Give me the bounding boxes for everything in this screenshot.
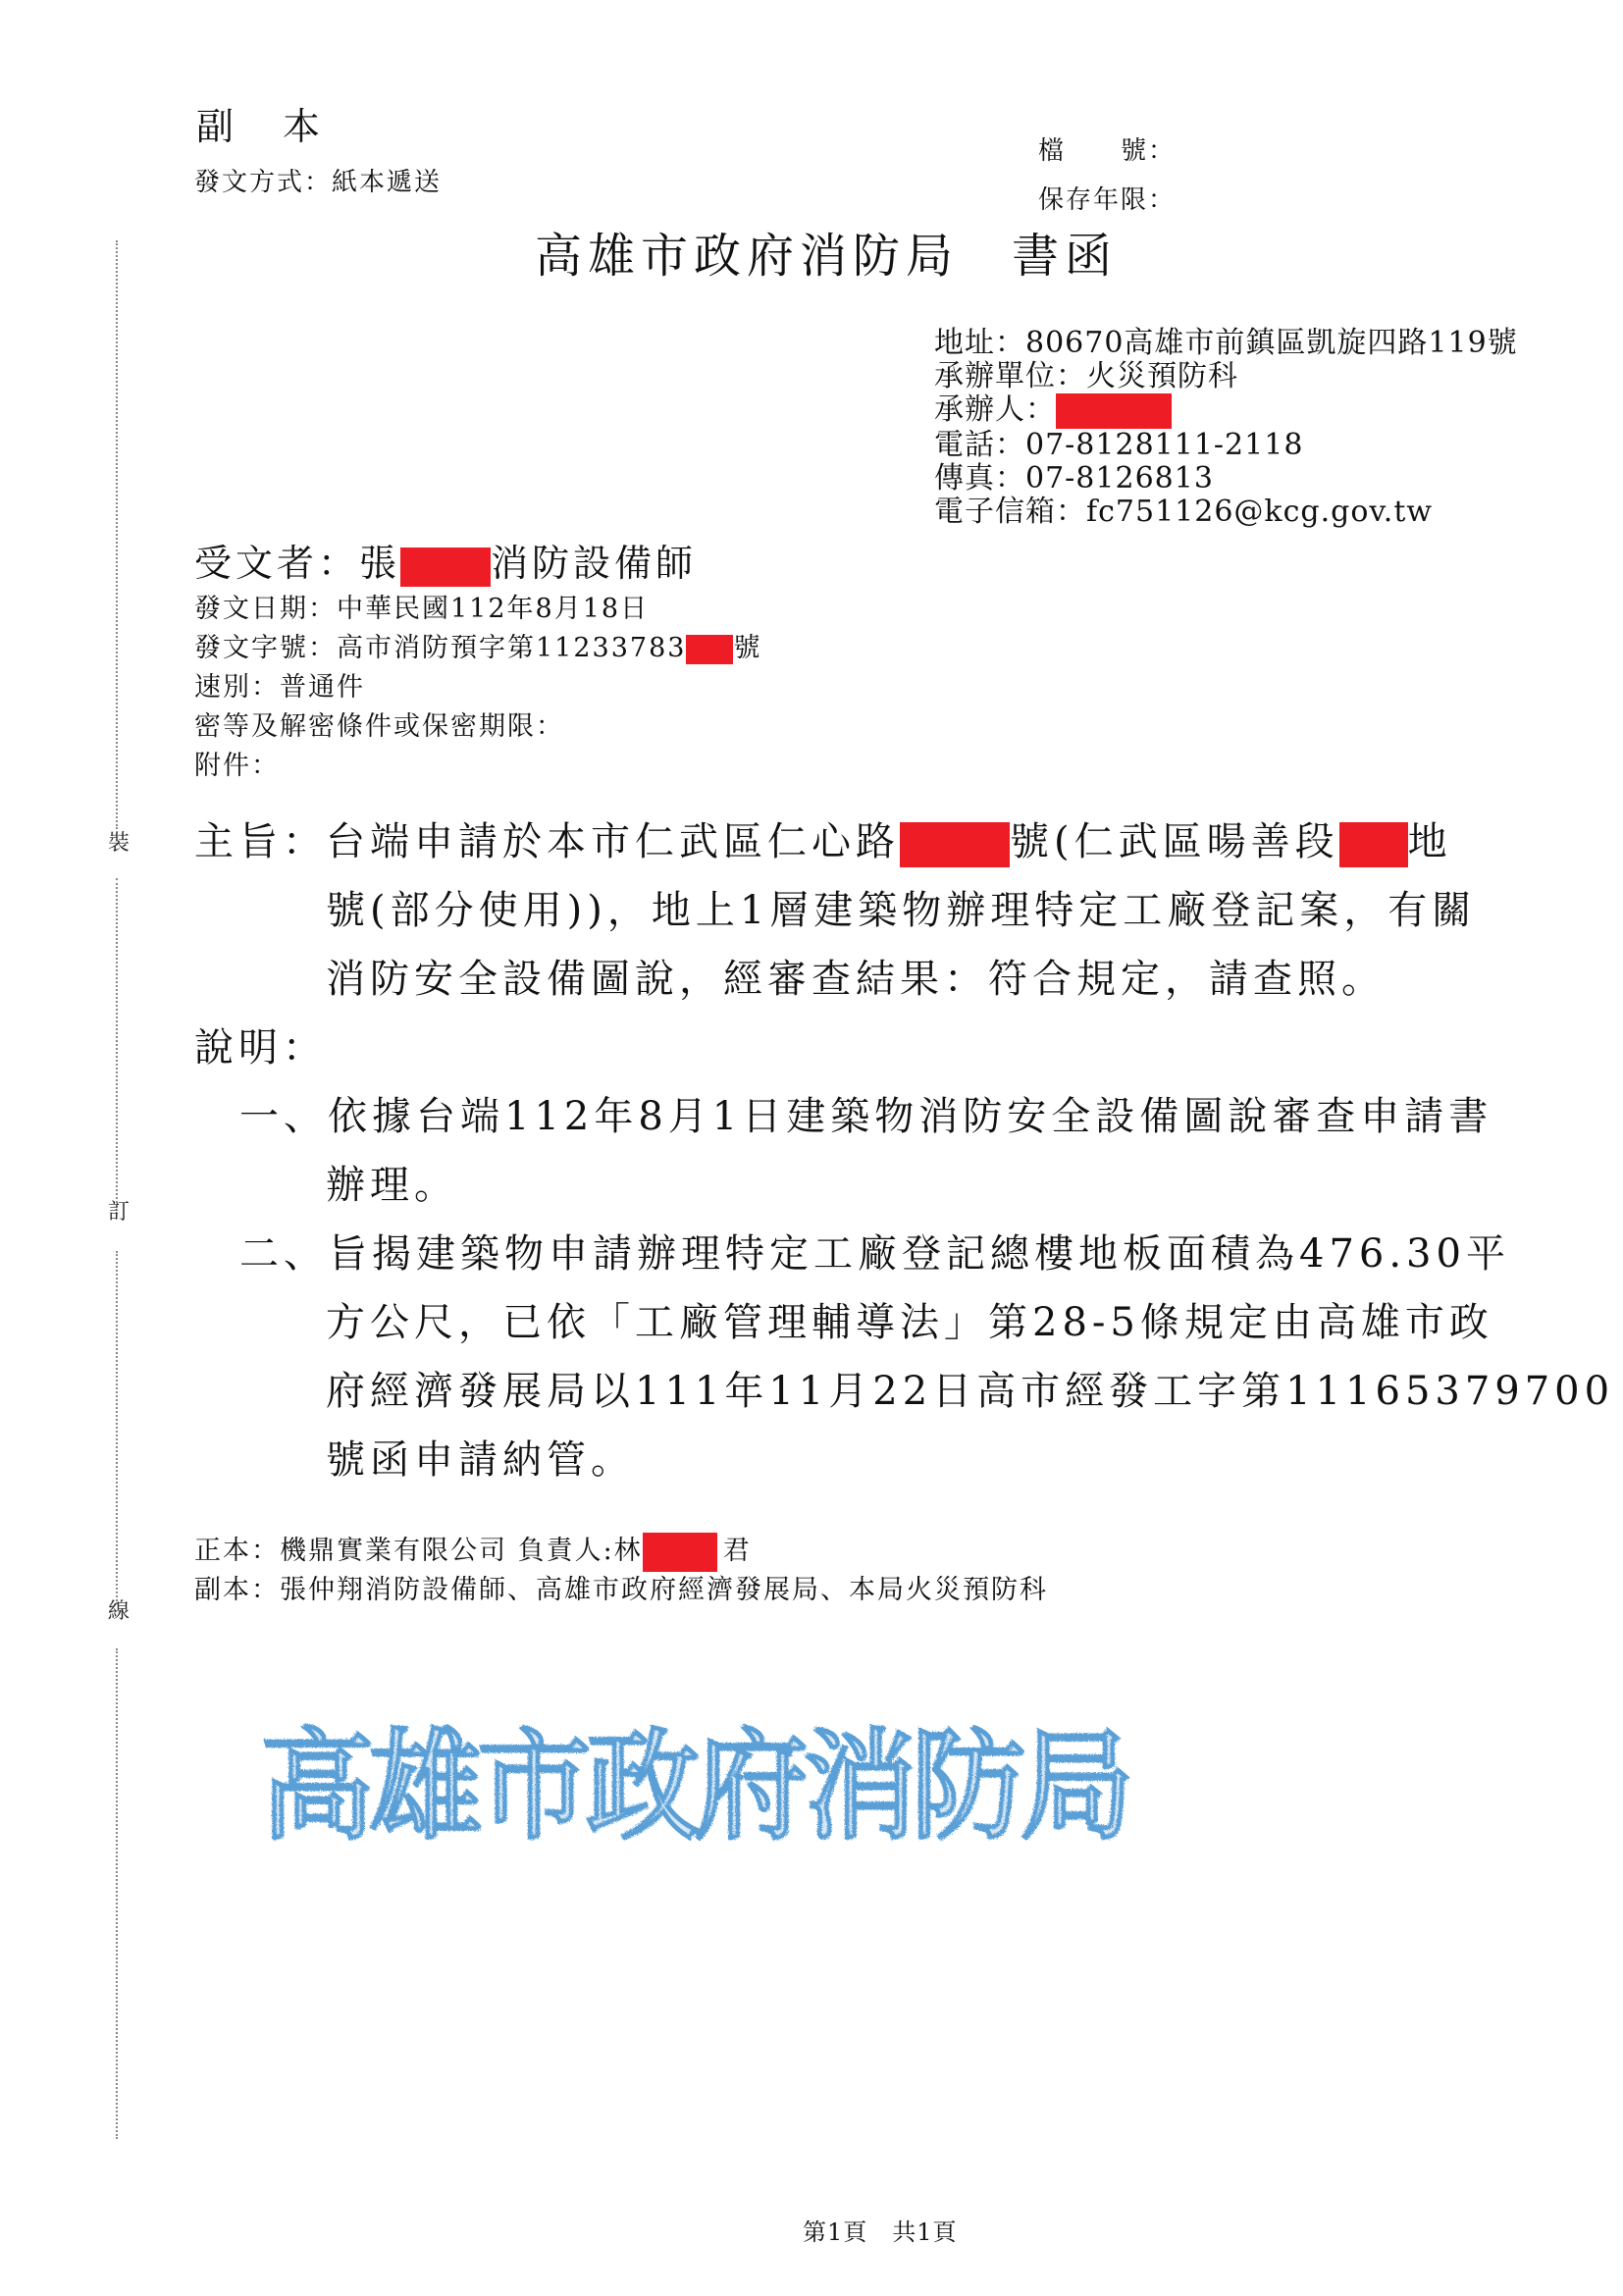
- document-title: 高雄市政府消防局 書函: [535, 229, 1119, 284]
- explanation-item-2-line-3: 府經濟發展局以111年11月22日高市經發工字第11165379700: [326, 1369, 1615, 1414]
- contact-email: 電子信箱：fc751126@kcg.gov.tw: [934, 495, 1434, 529]
- redaction-box: [900, 822, 1010, 867]
- delivery-method: 發文方式：紙本遞送: [194, 168, 443, 197]
- explanation-label: 說明：: [194, 1025, 327, 1070]
- subject-line-1-b: 號(仁武區暘善段: [1010, 819, 1339, 864]
- explanation-item-2-line-4: 號函申請納管。: [326, 1437, 635, 1483]
- explanation-item-1-line-2: 辦理。: [326, 1163, 458, 1208]
- recipient-suffix: 消防設備師: [491, 542, 698, 585]
- file-number-label: 檔 號：: [1038, 136, 1177, 166]
- explanation-item-2-line-1: 二、旨揭建築物申請辦理特定工廠登記總樓地板面積為476.30平: [239, 1231, 1510, 1277]
- contact-address: 地址：80670高雄市前鎮區凱旋四路119號: [934, 326, 1518, 360]
- contact-unit: 承辦單位：火災預防科: [934, 359, 1238, 393]
- document-number: [194, 626, 761, 664]
- page-info: 第1頁 共1頁: [803, 2218, 958, 2246]
- attachment: 附件：: [194, 751, 280, 781]
- subject-line-2: 號(部分使用))，地上1層建築物辦理特定工廠登記案，有關: [326, 888, 1477, 933]
- copy-label: 副 本: [196, 105, 327, 148]
- margin-mark-zhuang: 裝: [108, 831, 131, 856]
- original-recipient: [194, 1529, 752, 1572]
- contact-phone: 電話：07-8128111-2118: [934, 428, 1304, 462]
- redaction-box: [686, 635, 733, 664]
- margin-mark-xian: 線: [108, 1599, 131, 1624]
- subject-line-3: 消防安全設備圖說，經審查結果：符合規定，請查照。: [326, 957, 1386, 1002]
- original-recipient-prefix: 正本：機鼎實業有限公司 負責人:林: [194, 1536, 643, 1566]
- recipient-line: [194, 533, 697, 587]
- agency-seal-text: 高雄市政府消防局: [260, 1717, 1128, 1856]
- explanation-item-1-line-1: 一、依據台端112年8月1日建築物消防安全設備圖說審查申請書: [239, 1094, 1493, 1139]
- secrecy-class: 密等及解密條件或保密期限：: [194, 711, 564, 742]
- subject-line-1-a: 台端申請於本市仁武區仁心路: [326, 819, 900, 864]
- margin-mark-ding: 訂: [108, 1200, 131, 1225]
- agency-seal: [260, 1693, 1133, 1864]
- original-recipient-suffix: 君: [722, 1536, 752, 1566]
- redaction-box: [1056, 393, 1172, 429]
- explanation-item-2-line-2: 方公尺，已依「工廠管理輔導法」第28-5條規定由高雄市政: [326, 1300, 1493, 1345]
- subject-line-1-c: 地: [1407, 819, 1452, 864]
- subject-label: 主旨：: [194, 819, 327, 864]
- binding-line-bottom: [116, 1648, 118, 2139]
- contact-handler-label: 承辦人：: [934, 392, 1056, 427]
- contact-fax: 傳真：07-8126813: [934, 461, 1214, 496]
- recipient-prefix: 受文者：張: [194, 542, 401, 585]
- copy-recipients: 副本：張仲翔消防設備師、高雄市政府經濟發展局、本局火災預防科: [194, 1575, 1048, 1605]
- redaction-box: [400, 548, 491, 587]
- retention-period-label: 保存年限：: [1038, 185, 1177, 215]
- binding-line-lower: [116, 1251, 118, 1604]
- contact-block: [934, 327, 1518, 529]
- issue-date: 發文日期：中華民國112年8月18日: [194, 594, 650, 624]
- document-number-suffix: 號: [733, 633, 762, 663]
- document-number-prefix: 發文字號：高市消防預字第11233783: [194, 633, 687, 663]
- redaction-box: [1339, 822, 1408, 867]
- contact-handler: [934, 393, 1518, 429]
- subject-line-1: [326, 810, 1452, 867]
- speed-class: 速別：普通件: [194, 672, 365, 703]
- binding-line-middle: [116, 878, 118, 1207]
- binding-line-upper: [116, 240, 118, 829]
- redaction-box: [643, 1533, 717, 1572]
